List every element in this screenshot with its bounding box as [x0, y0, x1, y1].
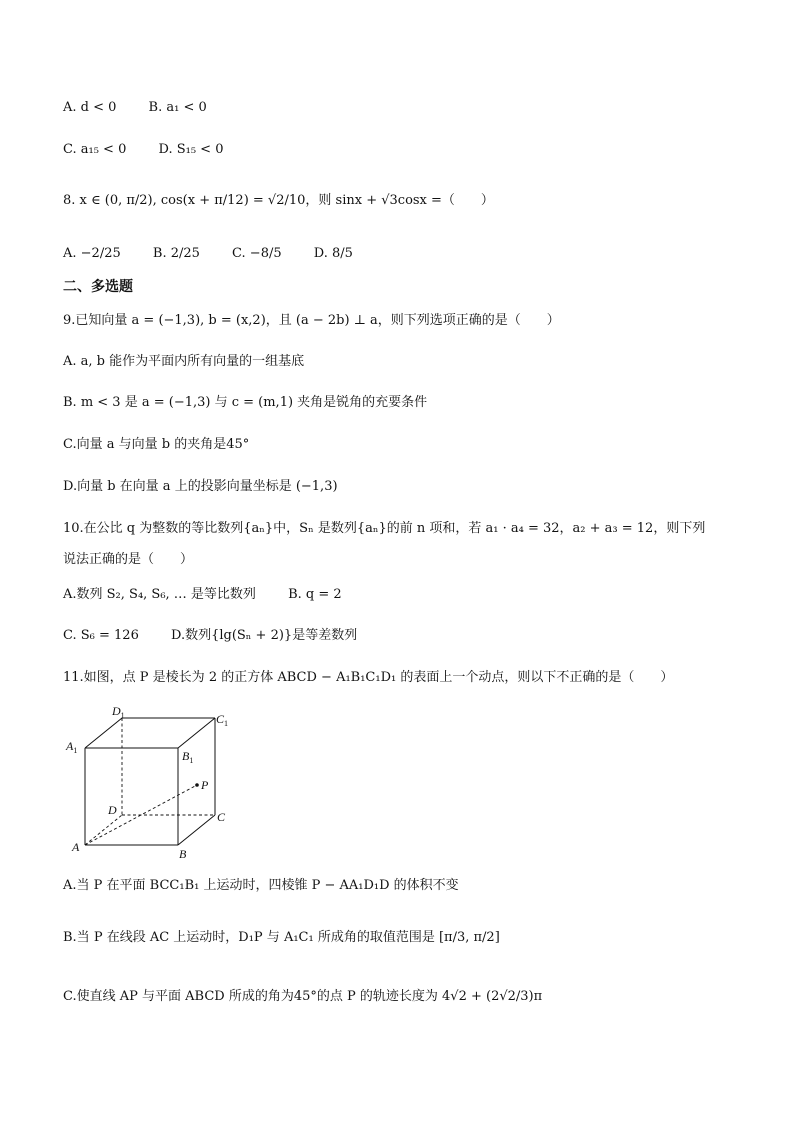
q7-options-row-1	[63, 99, 235, 117]
label-d1: $D_1$	[112, 704, 125, 720]
label-b1: $B_1$	[182, 749, 194, 765]
edge-a1d1	[85, 718, 122, 748]
q8-option-d: D. 8/5	[313, 246, 353, 261]
q9-stem: 9.已知向量 a = (−1,3), b = (x,2)，且 (a − 2b) ⊥ a，则下列选项正确的是（ ）	[63, 313, 560, 328]
q8-stem: 8. x ∈ (0, π/2), cos(x + π/12) = √2/10，则 sinx + √3cosx =（ ）	[63, 193, 494, 208]
q10-options-row-1	[63, 586, 370, 604]
q11-option-a: A.当 P 在平面 BCC₁B₁ 上运动时，四棱锥 P − AA₁D₁D 的体积不变	[63, 878, 459, 893]
q8-option-a: A. −2/25	[63, 246, 121, 261]
label-c: C	[217, 810, 226, 824]
q9-option-b: B. m < 3 是 a = (−1,3) 与 c = (m,1) 夹角是锐角的充要条件	[63, 395, 428, 410]
q9-option-d: D.向量 b 在向量 a 上的投影向量坐标是 (−1,3)	[63, 479, 338, 494]
label-d: D	[108, 803, 117, 817]
q8-options	[63, 245, 381, 263]
q10-options-row-2	[63, 627, 385, 645]
q7-options-row-2	[63, 141, 251, 159]
q7-option-c: C. a₁₅ < 0	[63, 142, 127, 157]
q8-option-b: B. 2/25	[152, 246, 200, 261]
q10-option-b: B. q = 2	[288, 587, 342, 602]
cube-figure	[60, 700, 245, 865]
q11-stem: 11.如图，点 P 是棱长为 2 的正方体 ABCD − A₁B₁C₁D₁ 的表面上一个动点，则以下不正确的是（ ）	[63, 670, 674, 685]
q10-stem-line-2: 说法正确的是（ ）	[63, 552, 194, 567]
label-a: A	[72, 840, 80, 854]
q7-option-d: D. S₁₅ < 0	[158, 142, 224, 157]
label-a1: $A_1$	[66, 739, 78, 755]
q10-option-d: D.数列{lg(Sₙ + 2)}是等差数列	[170, 628, 358, 643]
edge-ad-hidden	[85, 815, 122, 845]
edge-b1c1	[178, 718, 215, 748]
label-b: B	[179, 847, 187, 861]
q11-option-b: B.当 P 在线段 AC 上运动时，D₁P 与 A₁C₁ 所成角的取值范围是 [π/3, π/2]	[63, 930, 500, 945]
q10-option-c: C. S₆ = 126	[63, 628, 139, 643]
q8-option-c: C. −8/5	[232, 246, 282, 261]
point-p	[195, 783, 199, 787]
q10-stem-line-1: 10.在公比 q 为整数的等比数列{aₙ}中，Sₙ 是数列{aₙ}的前 n 项和，若 a₁ · a₄ = 32，a₂ + a₃ = 12，则下列	[63, 521, 706, 536]
q7-option-a: A. d < 0	[63, 100, 117, 115]
q9-option-a: A. a, b 能作为平面内所有向量的一组基底	[63, 354, 305, 369]
q11-option-c: C.使直线 AP 与平面 ABCD 所成的角为45°的点 P 的轨迹长度为 4√2 + (2√2/3)π	[63, 989, 543, 1004]
q10-option-a: A.数列 S₂, S₄, S₆, … 是等比数列	[63, 587, 256, 602]
q9-option-c: C.向量 a 与向量 b 的夹角是45°	[63, 437, 250, 452]
label-p: P	[201, 778, 209, 792]
label-c1: $C_1$	[216, 712, 229, 728]
edge-bc	[178, 815, 215, 845]
q7-option-b: B. a₁ < 0	[148, 100, 207, 115]
section-heading: 二、多选题	[63, 279, 133, 295]
